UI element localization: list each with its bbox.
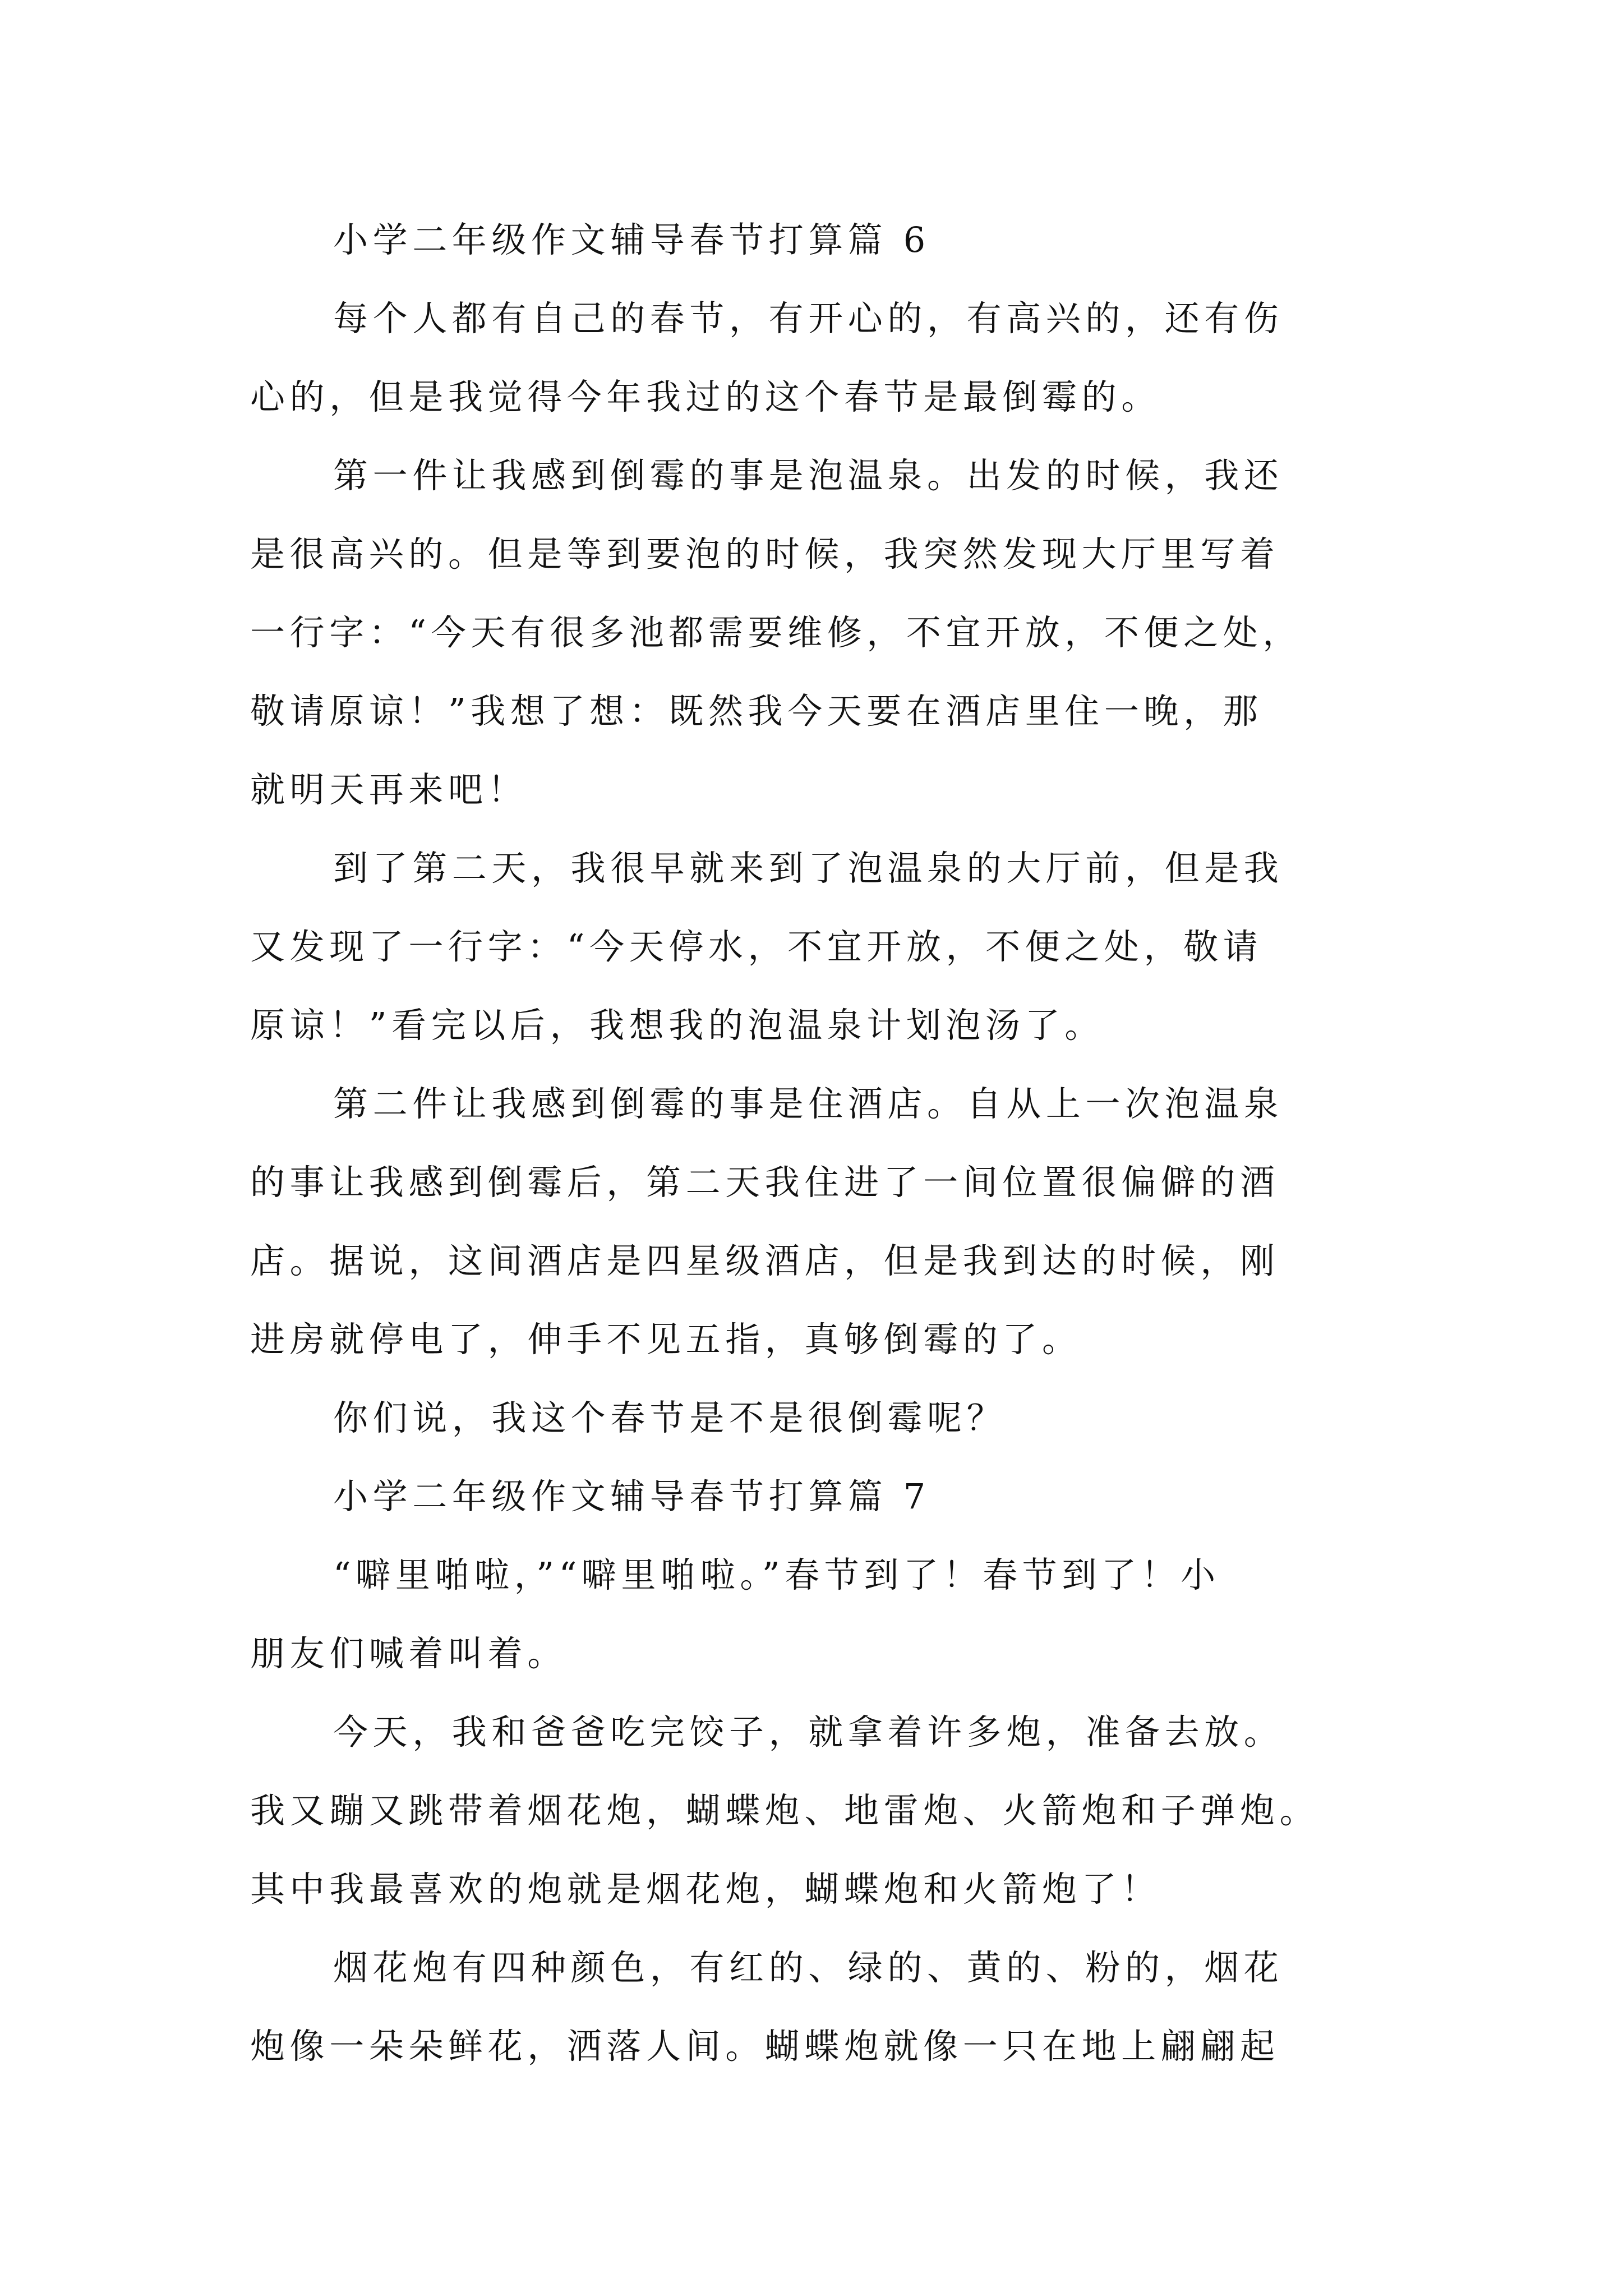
paragraph-line: 的事让我感到倒霉后，第二天我住进了一间位置很偏僻的酒 bbox=[250, 1162, 1280, 1203]
paragraph-line: “噼里啪啦，”“噼里啪啦。”春节到了！春节到了！小 bbox=[333, 1554, 1220, 1595]
paragraph-line: 店。据说，这间酒店是四星级酒店，但是我到达的时候，刚 bbox=[250, 1240, 1280, 1281]
paragraph-line: 又发现了一行字：“今天停水，不宜开放，不便之处，敬请 bbox=[250, 926, 1263, 967]
paragraph-line: 朋友们喊着叫着。 bbox=[250, 1633, 567, 1674]
paragraph-line: 其中我最喜欢的炮就是烟花炮，蝴蝶炮和火箭炮了！ bbox=[250, 1869, 1161, 1910]
paragraph-line: 原谅！”看完以后，我想我的泡温泉计划泡汤了。 bbox=[250, 1005, 1104, 1046]
paragraph-line: 今天，我和爸爸吃完饺子，就拿着许多炮，准备去放。 bbox=[333, 1711, 1284, 1752]
paragraph-line: 到了第二天，我很早就来到了泡温泉的大厅前，但是我 bbox=[333, 848, 1284, 889]
paragraph-line: 每个人都有自己的春节，有开心的，有高兴的，还有伤 bbox=[333, 298, 1284, 339]
paragraph-line: 一行字：“今天有很多池都需要维修，不宜开放，不便之处， bbox=[250, 612, 1302, 653]
paragraph-line: 第二件让我感到倒霉的事是住酒店。自从上一次泡温泉 bbox=[333, 1083, 1284, 1124]
paragraph-line: 进房就停电了，伸手不见五指，真够倒霉的了。 bbox=[250, 1319, 1082, 1360]
paragraph-line: 第一件让我感到倒霉的事是泡温泉。出发的时候，我还 bbox=[333, 455, 1284, 496]
paragraph-line: 烟花炮有四种颜色，有红的、绿的、黄的、粉的，烟花 bbox=[333, 1947, 1284, 1988]
paragraph-line: 心的，但是我觉得今年我过的这个春节是最倒霉的。 bbox=[250, 376, 1161, 417]
paragraph-line: 我又蹦又跳带着烟花炮，蝴蝶炮、地雷炮、火箭炮和子弹炮。 bbox=[250, 1790, 1320, 1831]
paragraph-line: 你们说，我这个春节是不是很倒霉呢？ bbox=[333, 1397, 1007, 1438]
paragraph-line: 就明天再来吧！ bbox=[250, 769, 528, 810]
section-heading: 小学二年级作文辅导春节打算篇 7 bbox=[333, 1476, 930, 1517]
paragraph-line: 炮像一朵朵鲜花，洒落人间。蝴蝶炮就像一只在地上翩翩起 bbox=[250, 2026, 1280, 2067]
section-heading: 小学二年级作文辅导春节打算篇 6 bbox=[333, 219, 930, 260]
paragraph-line: 敬请原谅！”我想了想：既然我今天要在酒店里住一晚，那 bbox=[250, 691, 1263, 731]
paragraph-line: 是很高兴的。但是等到要泡的时候，我突然发现大厅里写着 bbox=[250, 533, 1280, 574]
